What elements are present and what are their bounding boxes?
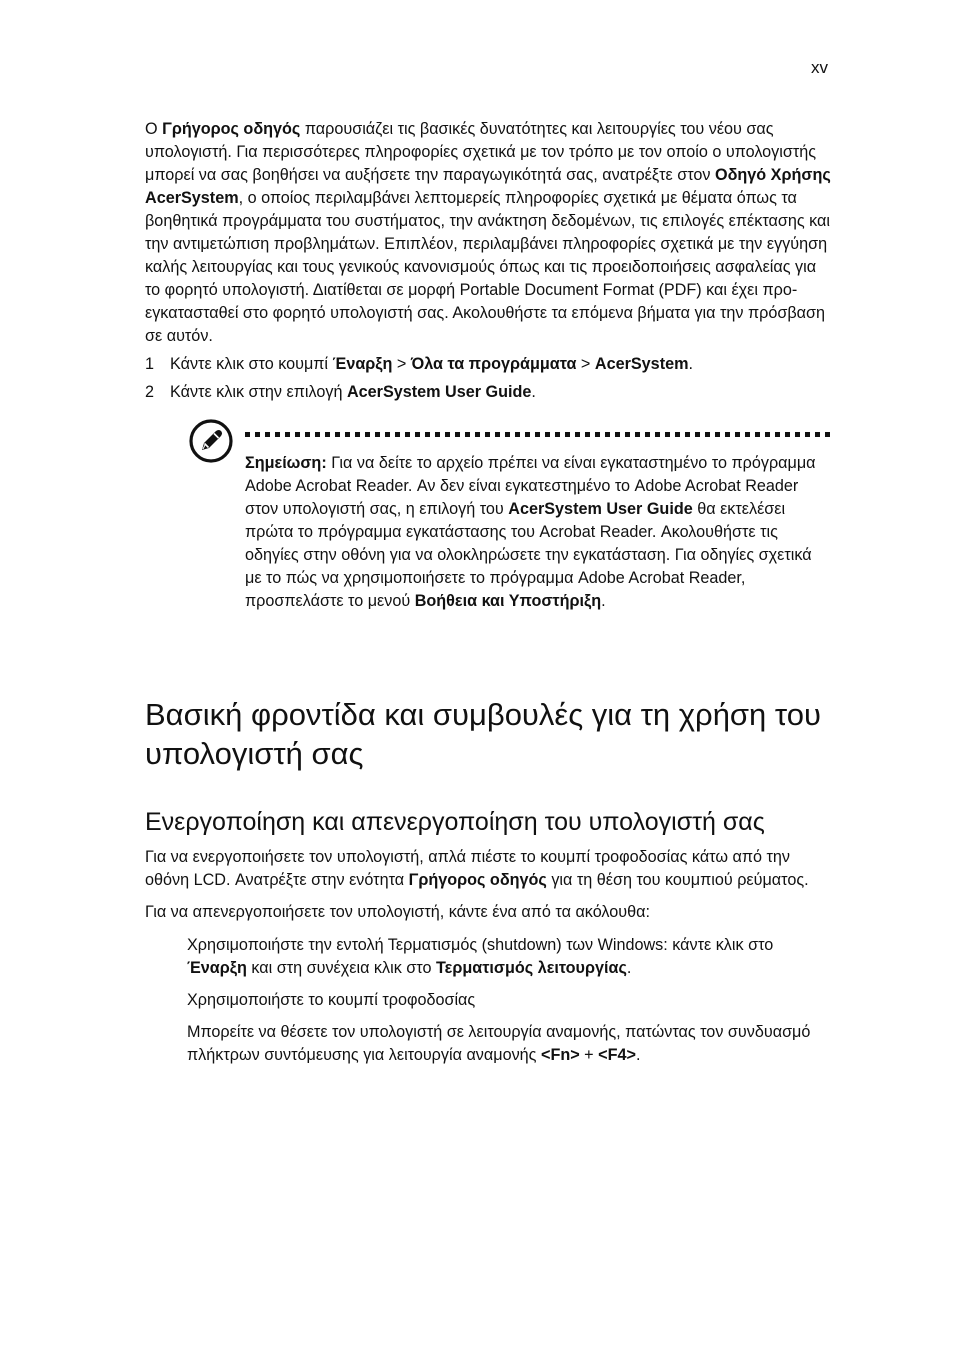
step-1-end: .	[688, 355, 693, 373]
note-label: Σημείωση:	[245, 454, 327, 472]
step-1-sep-2: >	[576, 355, 595, 373]
intro-text-1: Ο	[145, 120, 163, 138]
power-off-option-shutdown	[187, 934, 835, 980]
step-1-bold-start: Έναρξη	[332, 355, 393, 373]
option-1-bold-start: Έναρξη	[187, 959, 247, 977]
note-text-2: θα εκτελέσει πρώτα το πρόγραμμα εγκατάστασης του Acrobat Reader. Ακολουθήστε τις οδηγίες στην οθόνη για να ολοκληρώσετε την εγκατάσταση. Για οδηγίες σχετικά με το πώς να χρησιμοποιήσετε το πρόγραμμα Adobe Acrobat Reader, προσπελάστε το μενού	[245, 500, 812, 610]
subsection-heading: Ενεργοποίηση και απενεργοποίηση του υπολογιστή σας	[145, 808, 765, 836]
note-text-1: Για να δείτε το αρχείο πρέπει να είναι εγκαταστημένο το πρόγραμμα Adobe Acrobat Reader. Αν δεν είναι εγκατεστημένο το Adobe Acrobat Reader στον υπολογιστή σας, η επιλογή του	[245, 454, 816, 518]
option-3-key-fn: <Fn>	[540, 1046, 580, 1064]
power-off-option-power-button	[187, 989, 835, 1012]
step-2-end: .	[531, 383, 536, 401]
note-bold-help-support: Βοήθεια και Υποστήριξη	[414, 592, 602, 610]
dotted-separator	[245, 432, 831, 437]
section-heading: Βασική φροντίδα και συμβουλές για τη χρήση του υπολογιστή σας	[145, 697, 821, 771]
step-1-bold-acersystem: AcerSystem	[594, 355, 689, 373]
step-2	[145, 381, 835, 404]
step-number: 2	[145, 383, 155, 401]
step-1-sep-1: >	[392, 355, 411, 373]
option-1-bold-shutdown: Τερματισμός λειτουργίας	[435, 959, 627, 977]
note-bold-user-guide: AcerSystem User Guide	[508, 500, 693, 518]
option-3-key-f4: <F4>	[598, 1046, 636, 1064]
step-1-text-1: Κάντε κλικ στο κουμπί	[170, 355, 333, 373]
step-text	[170, 381, 536, 404]
note-box	[189, 419, 835, 657]
step-1-bold-all-programs: Όλα τα προγράμματα	[410, 355, 577, 373]
intro-paragraph	[145, 118, 835, 348]
intro-text-3: , ο οποίος περιλαμβάνει λεπτομερείς πληροφορίες σχετικά με θέματα όπως τα βοηθητικά προγράμματα του συστήματος, την ανάκτηση δεδομένων, τις επιλογές επέκτασης και την αντιμετώπιση προβλημάτων. Επιπλέον, περιλαμβάνει πληροφορίες σχετικά με την εγγύηση καλής λειτουργίας και τους γενικούς κανονισμούς όπως και τις προειδοποιήσεις ασφαλείας για το φορητό υπολογιστή. Διατίθεται σε μορφή Portable Document Format (PDF) και έχει προ-εγκατασταθεί στο φορητό υπολογιστή σας. Ακολουθήστε τα επόμενα βήματα για την πρόσβαση σε αυτόν.	[145, 189, 831, 345]
note-pencil-icon	[189, 419, 233, 463]
option-1-end: .	[626, 959, 632, 977]
step-2-text-1: Κάντε κλικ στην επιλογή	[170, 383, 347, 401]
option-3-text-1: Μπορείτε να θέσετε τον υπολογιστή σε λειτουργία αναμονής, πατώντας τον συνδυασμό πλήκτρων συντόμευσης για λειτουργία αναμονής	[187, 1023, 811, 1064]
power-off-intro: Για να απενεργοποιήσετε τον υπολογιστή, κάντε ένα από τα ακόλουθα:	[145, 903, 650, 921]
note-end: .	[601, 592, 606, 610]
power-on-bold-quick-guide: Γρήγορος οδηγός	[408, 871, 547, 889]
option-2-text: Χρησιμοποιήστε το κουμπί τροφοδοσίας	[187, 991, 476, 1009]
option-3-end: .	[635, 1046, 641, 1064]
note-text	[245, 452, 825, 613]
intro-bold-user-guide: Οδηγό Χρήσης AcerSystem	[145, 166, 831, 207]
page-content	[145, 118, 835, 1067]
power-on-text-2: για τη θέση του κουμπιού ρεύματος.	[546, 871, 809, 889]
option-3-plus: +	[579, 1046, 599, 1064]
option-1-text-1: Χρησιμοποιήστε την εντολή Τερματισμός (shutdown) των Windows: κάντε κλικ στο	[187, 936, 774, 954]
power-on-text-1: Για να ενεργοποιήσετε τον υπολογιστή, απλά πιέστε το κουμπί τροφοδοσίας κάτω από την οθόνη LCD. Ανατρέξτε στην ενότητα	[145, 848, 790, 889]
option-1-text-2: και στη συνέχεια κλικ στο	[246, 959, 436, 977]
step-2-bold-user-guide: AcerSystem User Guide	[346, 383, 532, 401]
intro-text-2: παρουσιάζει τις βασικές δυνατότητες και λειτουργίες του νέου σας υπολογιστή. Για περισσότερες πληροφορίες σχετικά με τον τρόπο με τον οποίο ο υπολογιστής μπορεί να σας βοηθήσει να αυξήσετε την παραγωγικότητά σας, ανατρέξτε στον	[145, 120, 817, 184]
power-on-paragraph	[145, 846, 835, 892]
intro-bold-quick-guide: Γρήγορος οδηγός	[162, 120, 301, 138]
page-number: xv	[811, 58, 828, 77]
step-number: 1	[145, 355, 155, 373]
step-text	[170, 353, 693, 376]
power-off-option-sleep	[187, 1021, 835, 1067]
step-1	[145, 353, 835, 376]
